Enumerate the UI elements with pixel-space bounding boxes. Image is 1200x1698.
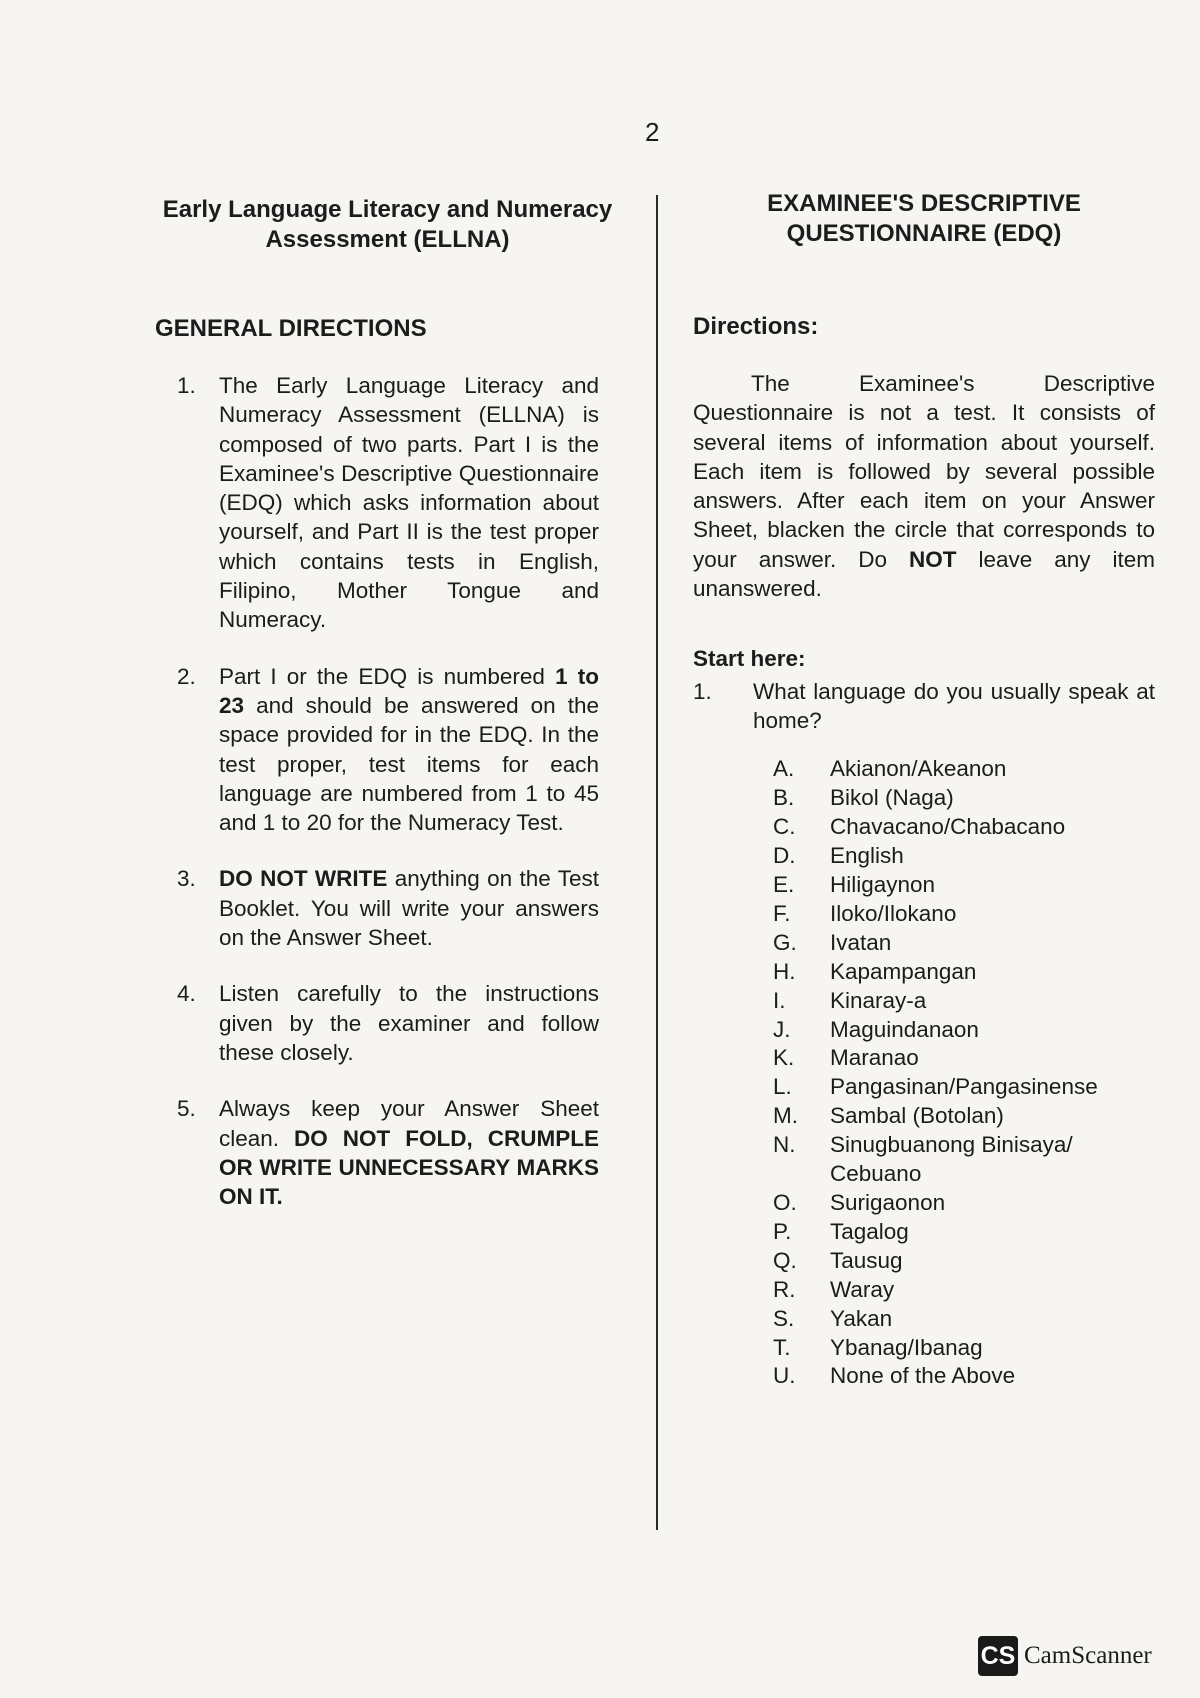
direction-text <box>219 1094 599 1211</box>
option-text: Ybanag/Ibanag <box>830 1334 983 1360</box>
option-text: Maranao <box>830 1045 919 1071</box>
ellna-title: Early Language Literacy and Numeracy Assessment (ELLNA) <box>162 196 613 253</box>
direction-text <box>219 979 599 1067</box>
language-option <box>773 842 1155 871</box>
language-option <box>773 1016 1155 1045</box>
option-letter: J. <box>773 1016 791 1042</box>
language-option <box>773 929 1155 958</box>
option-letter: K. <box>773 1045 795 1071</box>
option-letter: N. <box>773 1132 796 1158</box>
edq-directions-text <box>693 369 1155 603</box>
option-letter: U. <box>773 1363 796 1389</box>
option-text: Kapampangan <box>830 958 977 984</box>
camscanner-logo-icon: CS <box>978 1636 1018 1676</box>
direction-item <box>155 662 620 838</box>
bold-text: 1 to 23 <box>219 663 599 718</box>
option-letter: R. <box>773 1276 796 1302</box>
ellna-general-directions-column <box>155 195 620 1238</box>
option-text: Chavacano/Chabacano <box>830 814 1066 840</box>
option-letter: H. <box>773 958 796 984</box>
option-letter: C. <box>773 814 796 840</box>
question-1 <box>693 677 1155 735</box>
option-text: Tausug <box>830 1247 903 1273</box>
camscanner-text: CamScanner <box>1024 1642 1152 1669</box>
language-option <box>773 1102 1155 1131</box>
option-letter: G. <box>773 929 797 955</box>
text-run: Listen carefully to the instructions given by the examiner and follow these closely. <box>219 981 599 1065</box>
option-letter: F. <box>773 900 791 926</box>
language-option <box>773 871 1155 900</box>
language-option <box>773 1247 1155 1276</box>
option-letter: S. <box>773 1305 795 1331</box>
edq-title: EXAMINEE'S DESCRIPTIVE QUESTIONNAIRE (EDQ) <box>767 190 1081 247</box>
option-letter: Q. <box>773 1247 797 1273</box>
direction-item <box>155 979 620 1067</box>
direction-text <box>219 864 599 952</box>
language-option <box>773 987 1155 1016</box>
direction-item <box>155 371 620 635</box>
start-here-label: Start here: <box>693 646 806 672</box>
edq-column <box>693 189 1155 1391</box>
option-letter: L. <box>773 1074 792 1100</box>
bold-text: DO NOT WRITE <box>219 866 388 892</box>
option-letter: M. <box>773 1103 798 1129</box>
language-option <box>773 1073 1155 1102</box>
text-run: Part I or the EDQ is numbered <box>219 663 556 689</box>
column-divider <box>656 195 658 1530</box>
option-text: Yakan <box>830 1305 893 1331</box>
option-letter: B. <box>773 785 795 811</box>
direction-text <box>219 662 599 838</box>
camscanner-watermark <box>978 1636 1152 1676</box>
option-letter: P. <box>773 1218 792 1244</box>
option-text: None of the Above <box>830 1363 1016 1389</box>
language-option <box>773 755 1155 784</box>
question-text: What language do you usually speak at home? <box>753 679 1155 734</box>
option-text: Maguindanaon <box>830 1016 979 1042</box>
language-option <box>773 1218 1155 1247</box>
text-run: and should be answered on the space provided for in the EDQ. In the test proper, test items for each language are numbered from 1 to 45 and 1 to 20 for the Numeracy Test. <box>219 692 599 836</box>
direction-text <box>219 371 599 635</box>
option-text: Sinugbuanong Binisaya/ Cebuano <box>830 1132 1073 1187</box>
option-text: Sambal (Botolan) <box>830 1103 1004 1129</box>
option-letter: O. <box>773 1189 797 1215</box>
text-run: Always keep your Answer Sheet clean. <box>219 1096 599 1151</box>
text-run: The Early Language Literacy and Numeracy Assessment (ELLNA) is composed of two parts. Part I is the Examinee's Descriptive Questionnaire (EDQ) which asks information about yourself, and Part II is the test proper which contains tests in English, Filipino, Mother Tongue and Numeracy. <box>219 373 599 633</box>
language-options-list <box>773 755 1155 1391</box>
language-option <box>773 813 1155 842</box>
bold-text: DO NOT FOLD, CRUMPLE OR WRITE UNNECESSARY MARKS ON IT. <box>219 1125 600 1210</box>
option-text: Iloko/Ilokano <box>830 900 957 926</box>
option-text: Tagalog <box>830 1218 909 1244</box>
direction-number: 1. <box>177 373 196 398</box>
direction-number: 5. <box>177 1096 196 1122</box>
option-text: Ivatan <box>830 929 892 955</box>
option-letter: E. <box>773 872 795 897</box>
direction-number: 3. <box>177 866 196 892</box>
language-option <box>773 900 1155 929</box>
direction-number: 4. <box>177 981 196 1007</box>
text-run: leave any item unanswered. <box>693 546 1155 602</box>
language-option <box>773 958 1155 987</box>
text-run: anything on the Test Booklet. You will write your answers on the Answer Sheet. <box>219 866 599 951</box>
bold-text: NOT <box>909 546 957 572</box>
language-option <box>773 1305 1155 1334</box>
language-option <box>773 1189 1155 1218</box>
option-text: Pangasinan/Pangasinense <box>830 1074 1098 1100</box>
edq-directions-heading: Directions: <box>693 313 819 340</box>
option-letter: A. <box>773 756 795 782</box>
direction-number: 2. <box>177 663 196 689</box>
language-option <box>773 784 1155 813</box>
option-text: Bikol (Naga) <box>830 785 954 811</box>
language-option <box>773 1044 1155 1073</box>
option-letter: T. <box>773 1334 791 1360</box>
general-directions-list <box>155 371 620 1211</box>
option-text: Surigaonon <box>830 1189 946 1215</box>
option-text: Hiligaynon <box>830 872 936 897</box>
direction-item <box>155 1094 620 1211</box>
option-text: English <box>830 843 904 869</box>
page-number: 2 <box>645 117 660 147</box>
direction-item <box>155 864 620 952</box>
language-option <box>773 1362 1155 1391</box>
language-option <box>773 1276 1155 1305</box>
language-option <box>773 1131 1155 1189</box>
language-option <box>773 1334 1155 1363</box>
option-text: Waray <box>830 1276 895 1302</box>
option-letter: D. <box>773 843 796 869</box>
general-directions-heading: GENERAL DIRECTIONS <box>155 315 427 342</box>
question-number: 1. <box>693 679 712 705</box>
option-text: Kinaray-a <box>830 987 927 1013</box>
option-letter: I. <box>773 987 786 1013</box>
option-text: Akianon/Akeanon <box>830 756 1007 782</box>
text-run: The Examinee's Descriptive Questionnaire is not a test. It consists of several items of information about yourself. Each item is followed by several possible answers. After each item on your Answer Sheet, blacken the circle that corresponds to your answer. Do <box>693 371 1155 572</box>
